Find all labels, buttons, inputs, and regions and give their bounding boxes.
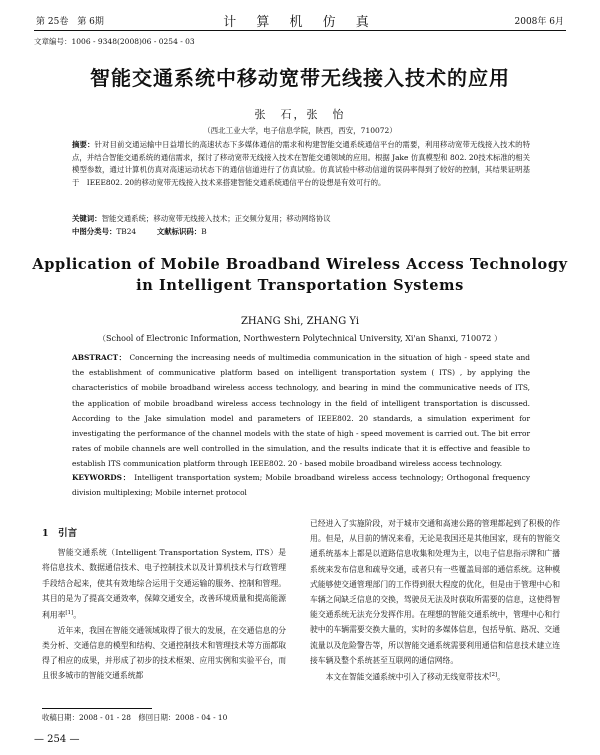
footnote-rule: [42, 708, 152, 709]
abstract-cn: [72, 139, 530, 189]
issue-date: 2008年 6月: [514, 17, 564, 27]
class-value: TB24: [116, 227, 137, 236]
english-authors: ZHANG Shi, ZHANG Yi: [240, 316, 360, 327]
citation: [1]: [65, 610, 74, 617]
abstract-cn-label: 摘要：: [72, 140, 95, 149]
article-number: 文章编号：1006 - 9348(2008)06 - 0254 - 03: [34, 37, 195, 46]
citation: [2]: [489, 672, 498, 679]
keywords-cn: [72, 213, 530, 224]
page-number: — 254 —: [34, 734, 80, 745]
keywords-en-text: Intelligent transportation system; Mobile broadband wireless access technology; Orthogonal frequency division multiplexing; Mobile internet protocol: [72, 473, 530, 498]
classification-cn: [72, 226, 530, 237]
english-title-line2: in Intelligent Transportation Systems: [136, 277, 464, 294]
paragraph-end: 。: [73, 610, 81, 620]
journal-volume: 第 25卷 第 6期: [36, 17, 104, 27]
class-label: 中图分类号：: [72, 227, 117, 236]
keywords-en: [72, 470, 530, 500]
keywords-en-label: KEYWORDS：: [72, 473, 131, 482]
paragraph-text: 本文在智能交通系统中引入了移动无线宽带技术: [325, 672, 490, 682]
authors: 张 石，张 怡: [254, 108, 346, 121]
paragraph: 近年来，我国在智能交通领域取得了很大的发展，在交通信息的分类分析、交通信息的模型和结构、交通控制技术和管理技术等方面都取得了相应的成果，并形成了初步的技术框架、应用实例和实验平台，而且很多城市的智能交通系统都: [42, 625, 286, 681]
keywords-cn-text: 智能交通系统；移动宽带无线接入技术；正交频分复用；移动网络协议: [101, 214, 331, 223]
english-title-line1: Application of Mobile Broadband Wireless Access Technology: [32, 256, 568, 273]
abstract-en-label: ABSTRACT：: [72, 353, 127, 362]
journal-name: 计 算 机 仿 真: [223, 15, 377, 30]
affiliation: （西北工业大学，电子信息学院，陕西，西安，710072）: [203, 126, 397, 135]
paper-title: 智能交通系统中移动宽带无线接入技术的应用: [90, 66, 510, 90]
body-column-right: [310, 516, 560, 685]
body-column-left: [42, 526, 286, 684]
section-heading: 1 引言: [42, 528, 78, 539]
header-rule: [34, 30, 566, 31]
running-header: [34, 8, 566, 30]
english-title: [0, 254, 600, 296]
paragraph: 已经进入了实施阶段，对于城市交通和高速公路的管理都起到了积极的作用。但是，从目前的情况来看，无论是我国还是其他国家，现有的智能交通系统基本上都是以道路信息收集和处理为主，以电子信息指示牌和广播系统来发布信息和疏导交通，或者只有一些覆盖局部的通信系统。这种模式能够使交通管理部门的工作得到很大程度的优化，但是由于管理中心和车辆之间缺乏信息的交换，驾驶员无法及时获取所需要的信息，这使得智能交通系统无法充分发挥作用。在理想的智能交通系统中，管理中心和行驶中的车辆需要交换大量的，实时的多媒体信息，包括导航、路况、交通流量以及危险警告等，所以智能交通系统需要利用通信和信息技术建立连接车辆及整个系统甚至互联网的通信网络。: [310, 519, 560, 665]
keywords-cn-label: 关键词：: [72, 214, 102, 223]
doc-code-value: B: [201, 227, 207, 236]
paragraph-end: 。: [497, 672, 505, 682]
paragraph: [42, 545, 286, 623]
paragraph: [310, 668, 560, 685]
paragraph-text: 智能交通系统（Intelligent Transportation System, ITS）是将信息技术、数据通信技术、电子控制技术以及计算机技术与行政管理手段结合起来，使其有效地综合运用于交通运输的服务、控制和管理。其目的是为了提高交通效率，保障交通安全，改善环境质量和提高能源利用率: [42, 548, 286, 620]
english-affiliation: （School of Electronic Information, Northwestern Polytechnical University, Xi'an Shanxi, 710072 ）: [98, 334, 502, 343]
abstract-en-text: Concerning the increasing needs of multimedia communication in the situation of high - speed state and the establishment of communicative platform based on intelligent transportation system ( ITS) , by applying the characteristics of mobile broadband wireless access technology, and bearing in mind the communicative needs of ITS, the application of mobile broadband wireless access technology in the field of intelligent transportation is discussed. According to the Jake simulation model and parameters of IEEE802. 20 standards, a simulation experiment for investigating the performance of the channel models with the state of high - speed movement is carried out. The bit error rates of mobile channels are well controlled in the simulation, and the results indicate that it is effective and feasible to establish ITS communication platform through IEEE802. 20 - based mobile broadband wireless access technology.: [72, 353, 530, 469]
abstract-cn-text: 针对目前交通运输中日益增长的高速状态下多媒体通信的需求和构建智能交通系统通信平台的需要，利用移动宽带无线接入技术的特点，并结合智能交通系统的通信需求，探讨了移动宽带无线接入技术在智能交通领域的应用。根据 Jake 仿真模型和 802. 20技术标准的相关模型参数，通过计算机仿真对高速运动状态下的通信信道进行了仿真试验。仿真试验中移动信道的误码率得到了较好的控制，其结果证明基于 IEEE802. 20的移动宽带无线接入技术来搭建智能交通系统通信平台的设想是有效可行的。: [72, 140, 530, 187]
abstract-en: [72, 350, 530, 472]
doc-code-label: 文献标识码：: [156, 227, 202, 236]
received-date: 收稿日期：2008 - 01 - 28 修回日期：2008 - 04 - 10: [42, 713, 228, 722]
